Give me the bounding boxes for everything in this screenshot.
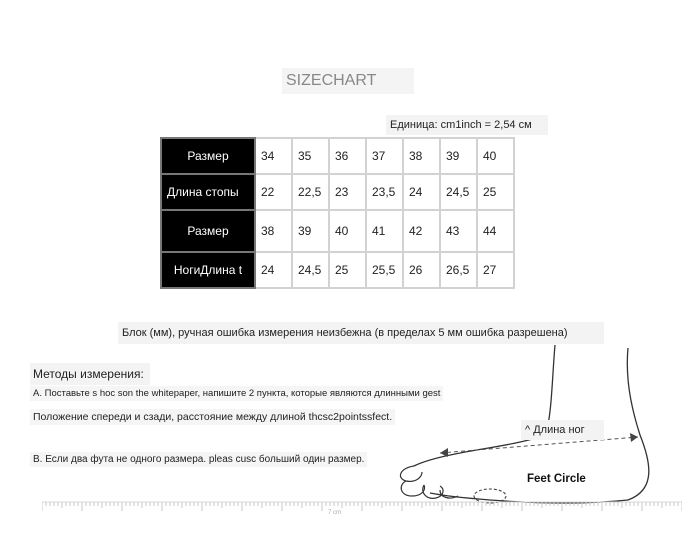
- ruler: [42, 500, 682, 518]
- measurement-error-note: Блок (мм), ручная ошибка измерения неизбежна (в пределах 5 мм ошибка разрешена): [118, 322, 604, 344]
- table-cell: 24: [255, 252, 292, 288]
- table-cell: 41: [366, 210, 403, 252]
- table-row: [161, 252, 514, 288]
- row-header: Размер: [161, 210, 255, 252]
- method-step-a: A. Поставьте s hoc son the whitepaper, напишите 2 пункта, которые являются длинными gest: [30, 386, 443, 401]
- table-cell: 26: [403, 252, 440, 288]
- table-cell: 38: [255, 210, 292, 252]
- table-cell: 24,5: [292, 252, 329, 288]
- table-row: [161, 138, 514, 174]
- table-cell: 26,5: [440, 252, 477, 288]
- methods-heading: Методы измерения:: [30, 363, 150, 385]
- table-cell: 34: [255, 138, 292, 174]
- table-cell: 22,5: [292, 174, 329, 210]
- table-cell: 24,5: [440, 174, 477, 210]
- table-cell: 25,5: [366, 252, 403, 288]
- ruler-mark: 7 cm: [328, 510, 342, 516]
- size-table: [160, 137, 515, 289]
- table-row: [161, 174, 514, 210]
- table-cell: 24: [403, 174, 440, 210]
- row-header: НогиДлина t: [161, 252, 255, 288]
- table-cell: 38: [403, 138, 440, 174]
- table-cell: 40: [477, 138, 514, 174]
- feet-circle-label: Feet Circle: [527, 473, 586, 485]
- table-cell: 43: [440, 210, 477, 252]
- table-row: [161, 210, 514, 252]
- table-cell: 22: [255, 174, 292, 210]
- table-cell: 39: [292, 210, 329, 252]
- table-cell: 44: [477, 210, 514, 252]
- method-step-b: B. Если два фута не одного размера. pleas cusc больший один размер.: [30, 452, 367, 467]
- unit-note: Единица: cm1inch = 2,54 см: [386, 115, 548, 135]
- foot-length-label: ^ Длина ног: [521, 420, 604, 440]
- table-cell: 36: [329, 138, 366, 174]
- table-cell: 27: [477, 252, 514, 288]
- row-header: Длина стопы: [161, 174, 255, 210]
- page-title: SIZECHART: [282, 68, 414, 94]
- method-step-position: Положение спереди и сзади, расстояние между длиной thcsc2pointssfect.: [30, 409, 395, 425]
- row-header: Размер: [161, 138, 255, 174]
- table-cell: 35: [292, 138, 329, 174]
- table-cell: 37: [366, 138, 403, 174]
- table-cell: 39: [440, 138, 477, 174]
- table-cell: 25: [477, 174, 514, 210]
- table-cell: 42: [403, 210, 440, 252]
- table-cell: 23: [329, 174, 366, 210]
- table-cell: 23,5: [366, 174, 403, 210]
- table-cell: 40: [329, 210, 366, 252]
- foot-illustration: [370, 340, 670, 515]
- table-cell: 25: [329, 252, 366, 288]
